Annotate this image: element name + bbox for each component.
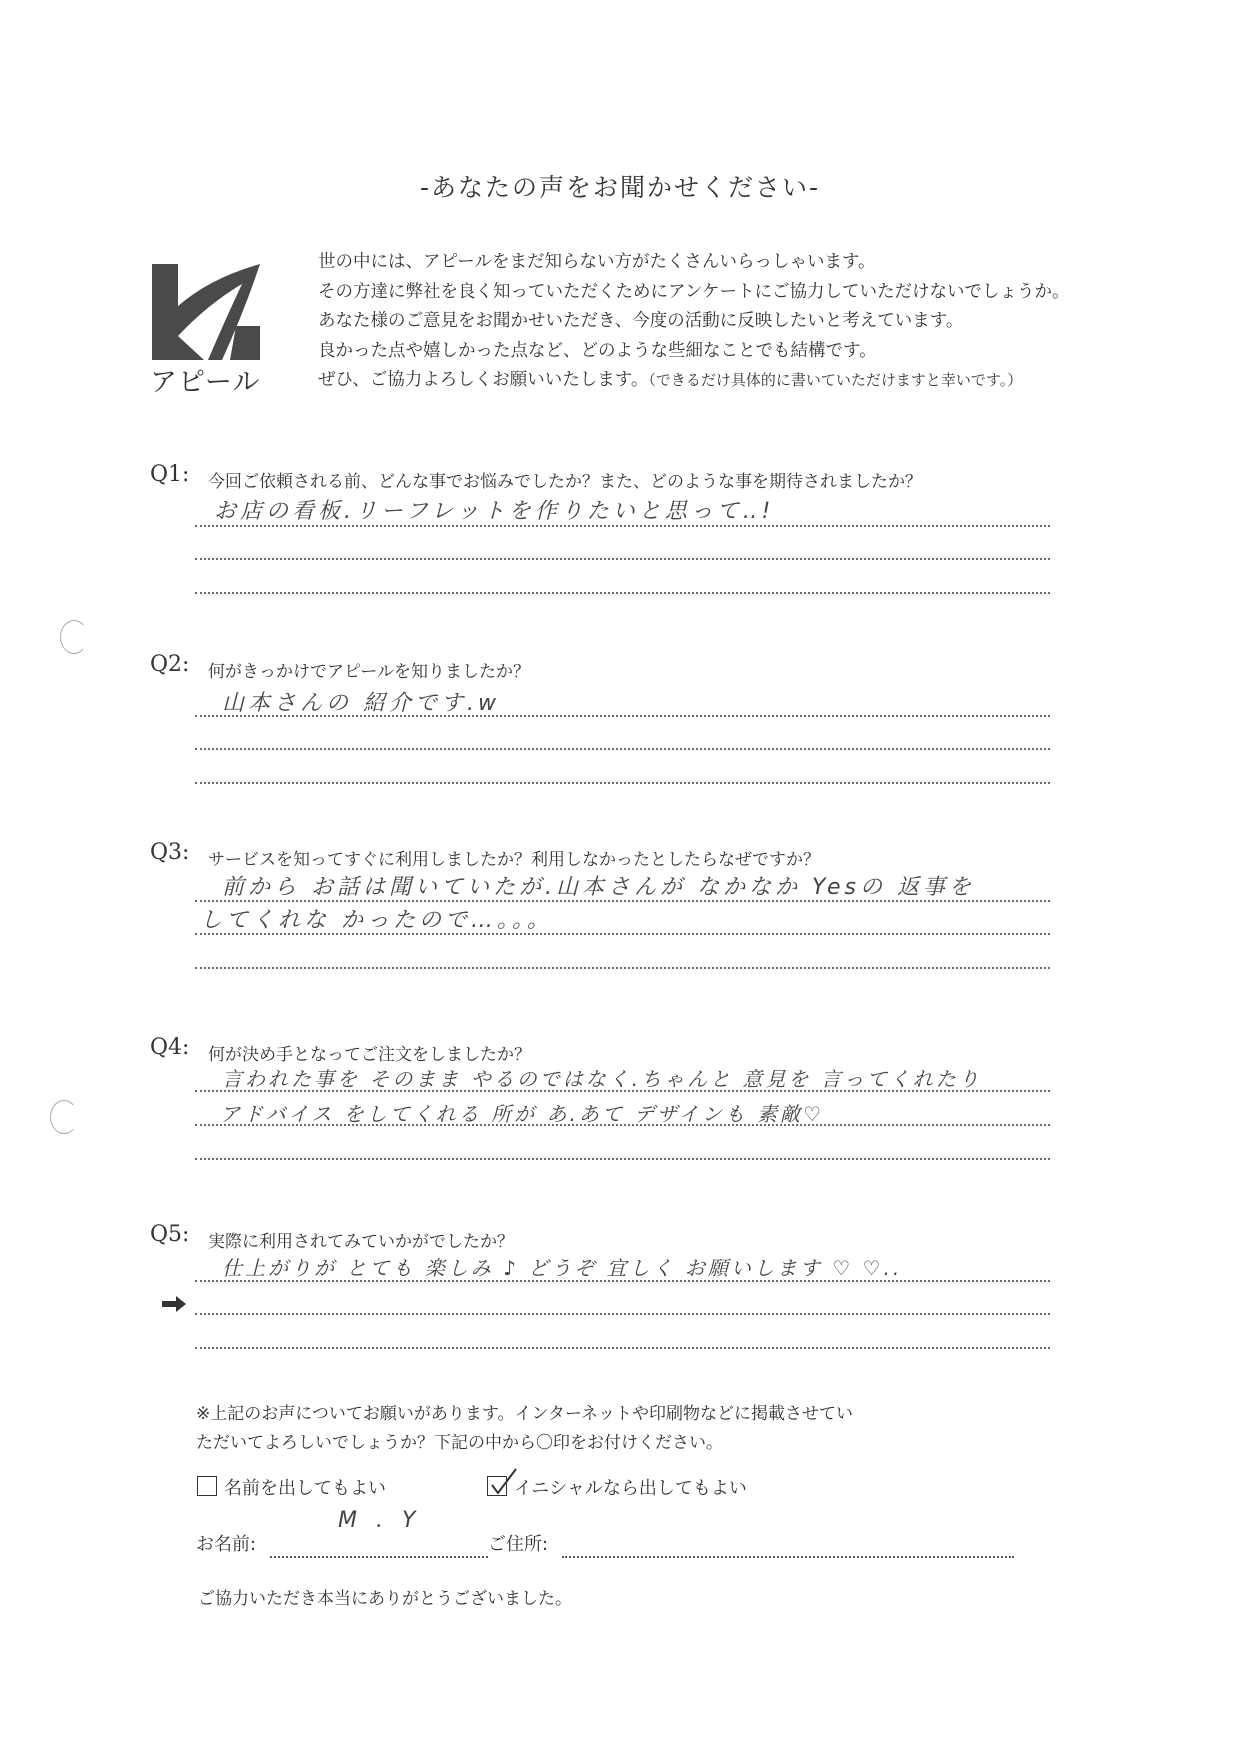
notice-line: ただいてよろしいでしょうか？下記の中から〇印をお付けください。: [196, 1433, 723, 1453]
q3-answer-line-1: 前から お話は聞いていたが.山本さんが なかなか Yesの 返事を: [222, 875, 975, 900]
initials-ok-label: イニシャルなら出してもよい: [514, 1478, 747, 1499]
answer-line: [195, 933, 1050, 935]
answer-line: [195, 1280, 1050, 1282]
address-field[interactable]: [562, 1556, 1014, 1558]
q3-text: サービスを知ってすぐに利用しましたか？利用しなかったとしたらなぜですか？: [208, 850, 820, 870]
q1-answer: お店の看板.リーフレットを作りたいと思って‥!: [214, 499, 775, 524]
page-title: -あなたの声をお聞かせください-: [419, 173, 821, 202]
intro-line: その方達に弊社を良く知っていただくためにアンケートにご協力していただけないでしょうか。: [318, 281, 1070, 302]
answer-line: [195, 1090, 1050, 1092]
q2-text: 何がきっかけでアピールを知りましたか？: [208, 662, 530, 682]
answer-line: [195, 900, 1050, 902]
answer-line: [195, 592, 1050, 594]
notice-line: ※上記のお声についてお願いがあります。インターネットや印刷物などに掲載させてい: [196, 1404, 854, 1424]
q5-label: Q5:: [150, 1222, 190, 1247]
answer-line: [195, 967, 1050, 969]
thanks-text: ご協力いただき本当にありがとうございました。: [198, 1589, 572, 1609]
q2-answer: 山本さんの 紹介です.w: [222, 691, 500, 716]
q4-answer-line-1: 言われた事を そのまま やるのではなく.ちゃんと 意見を 言ってくれたり: [222, 1067, 982, 1091]
publication-notice: [196, 1400, 853, 1458]
answer-line: [195, 715, 1050, 717]
answer-line: [195, 1124, 1050, 1126]
q5-text: 実際に利用されてみていかがでしたか？: [208, 1232, 514, 1252]
punch-hole: [60, 620, 88, 654]
intro-text: [318, 248, 1069, 396]
intro-line: 世の中には、アピールをまだ知らない方がたくさんいらっしゃいます。: [318, 252, 876, 272]
answer-line: [195, 782, 1050, 784]
name-underline: [270, 1556, 488, 1558]
answer-line: [195, 1313, 1050, 1315]
address-label: ご住所:: [488, 1534, 549, 1555]
name-ok-checkbox[interactable]: [197, 1476, 217, 1496]
answer-line: [195, 525, 1050, 527]
q4-label: Q4:: [150, 1035, 190, 1060]
q5-answer: 仕上がりが とても 楽しみ ♪ どうぞ 宜しく お願いします ♡ ♡..: [222, 1256, 903, 1280]
logo-text: アピール: [150, 367, 261, 398]
answer-line: [195, 1158, 1050, 1160]
answer-line: [195, 1347, 1050, 1349]
intro-line-text: ぜひ、ご協力よろしくお願いいたします。: [318, 370, 649, 390]
q2-label: Q2:: [150, 652, 190, 677]
intro-line: [318, 366, 1069, 396]
punch-hole: [50, 1100, 78, 1134]
answer-line: [195, 748, 1050, 750]
arrow-right-icon: [160, 1294, 188, 1314]
q1-text: 今回ご依頼される前、どんな事でお悩みでしたか？また、どのような事を期待されましたか？: [208, 472, 922, 492]
intro-line: 良かった点や嬉しかった点など、どのような些細なことでも結構です。: [318, 340, 877, 361]
q3-label: Q3:: [150, 840, 190, 865]
initials-ok-checkbox[interactable]: [487, 1476, 507, 1496]
answer-line: [195, 558, 1050, 560]
name-ok-label: 名前を出してもよい: [224, 1478, 386, 1499]
q4-text: 何が決め手となってご注文をしましたか？: [208, 1045, 531, 1065]
intro-line: あなた様のご意見をお聞かせいただき、今度の活動に反映したいと考えています。: [318, 311, 964, 331]
q4-answer-line-2: アドバイス をしてくれる 所が あ.あて デザインも 素敵♡: [220, 1102, 825, 1126]
q1-label: Q1:: [150, 462, 190, 487]
name-value[interactable]: M . Y: [338, 1508, 422, 1533]
q3-answer-line-2: してくれな かったので…。。。: [200, 908, 553, 933]
name-label: お名前:: [196, 1534, 257, 1555]
intro-note: （できるだけ具体的に書いていただけますと幸いです。）: [648, 371, 1023, 389]
